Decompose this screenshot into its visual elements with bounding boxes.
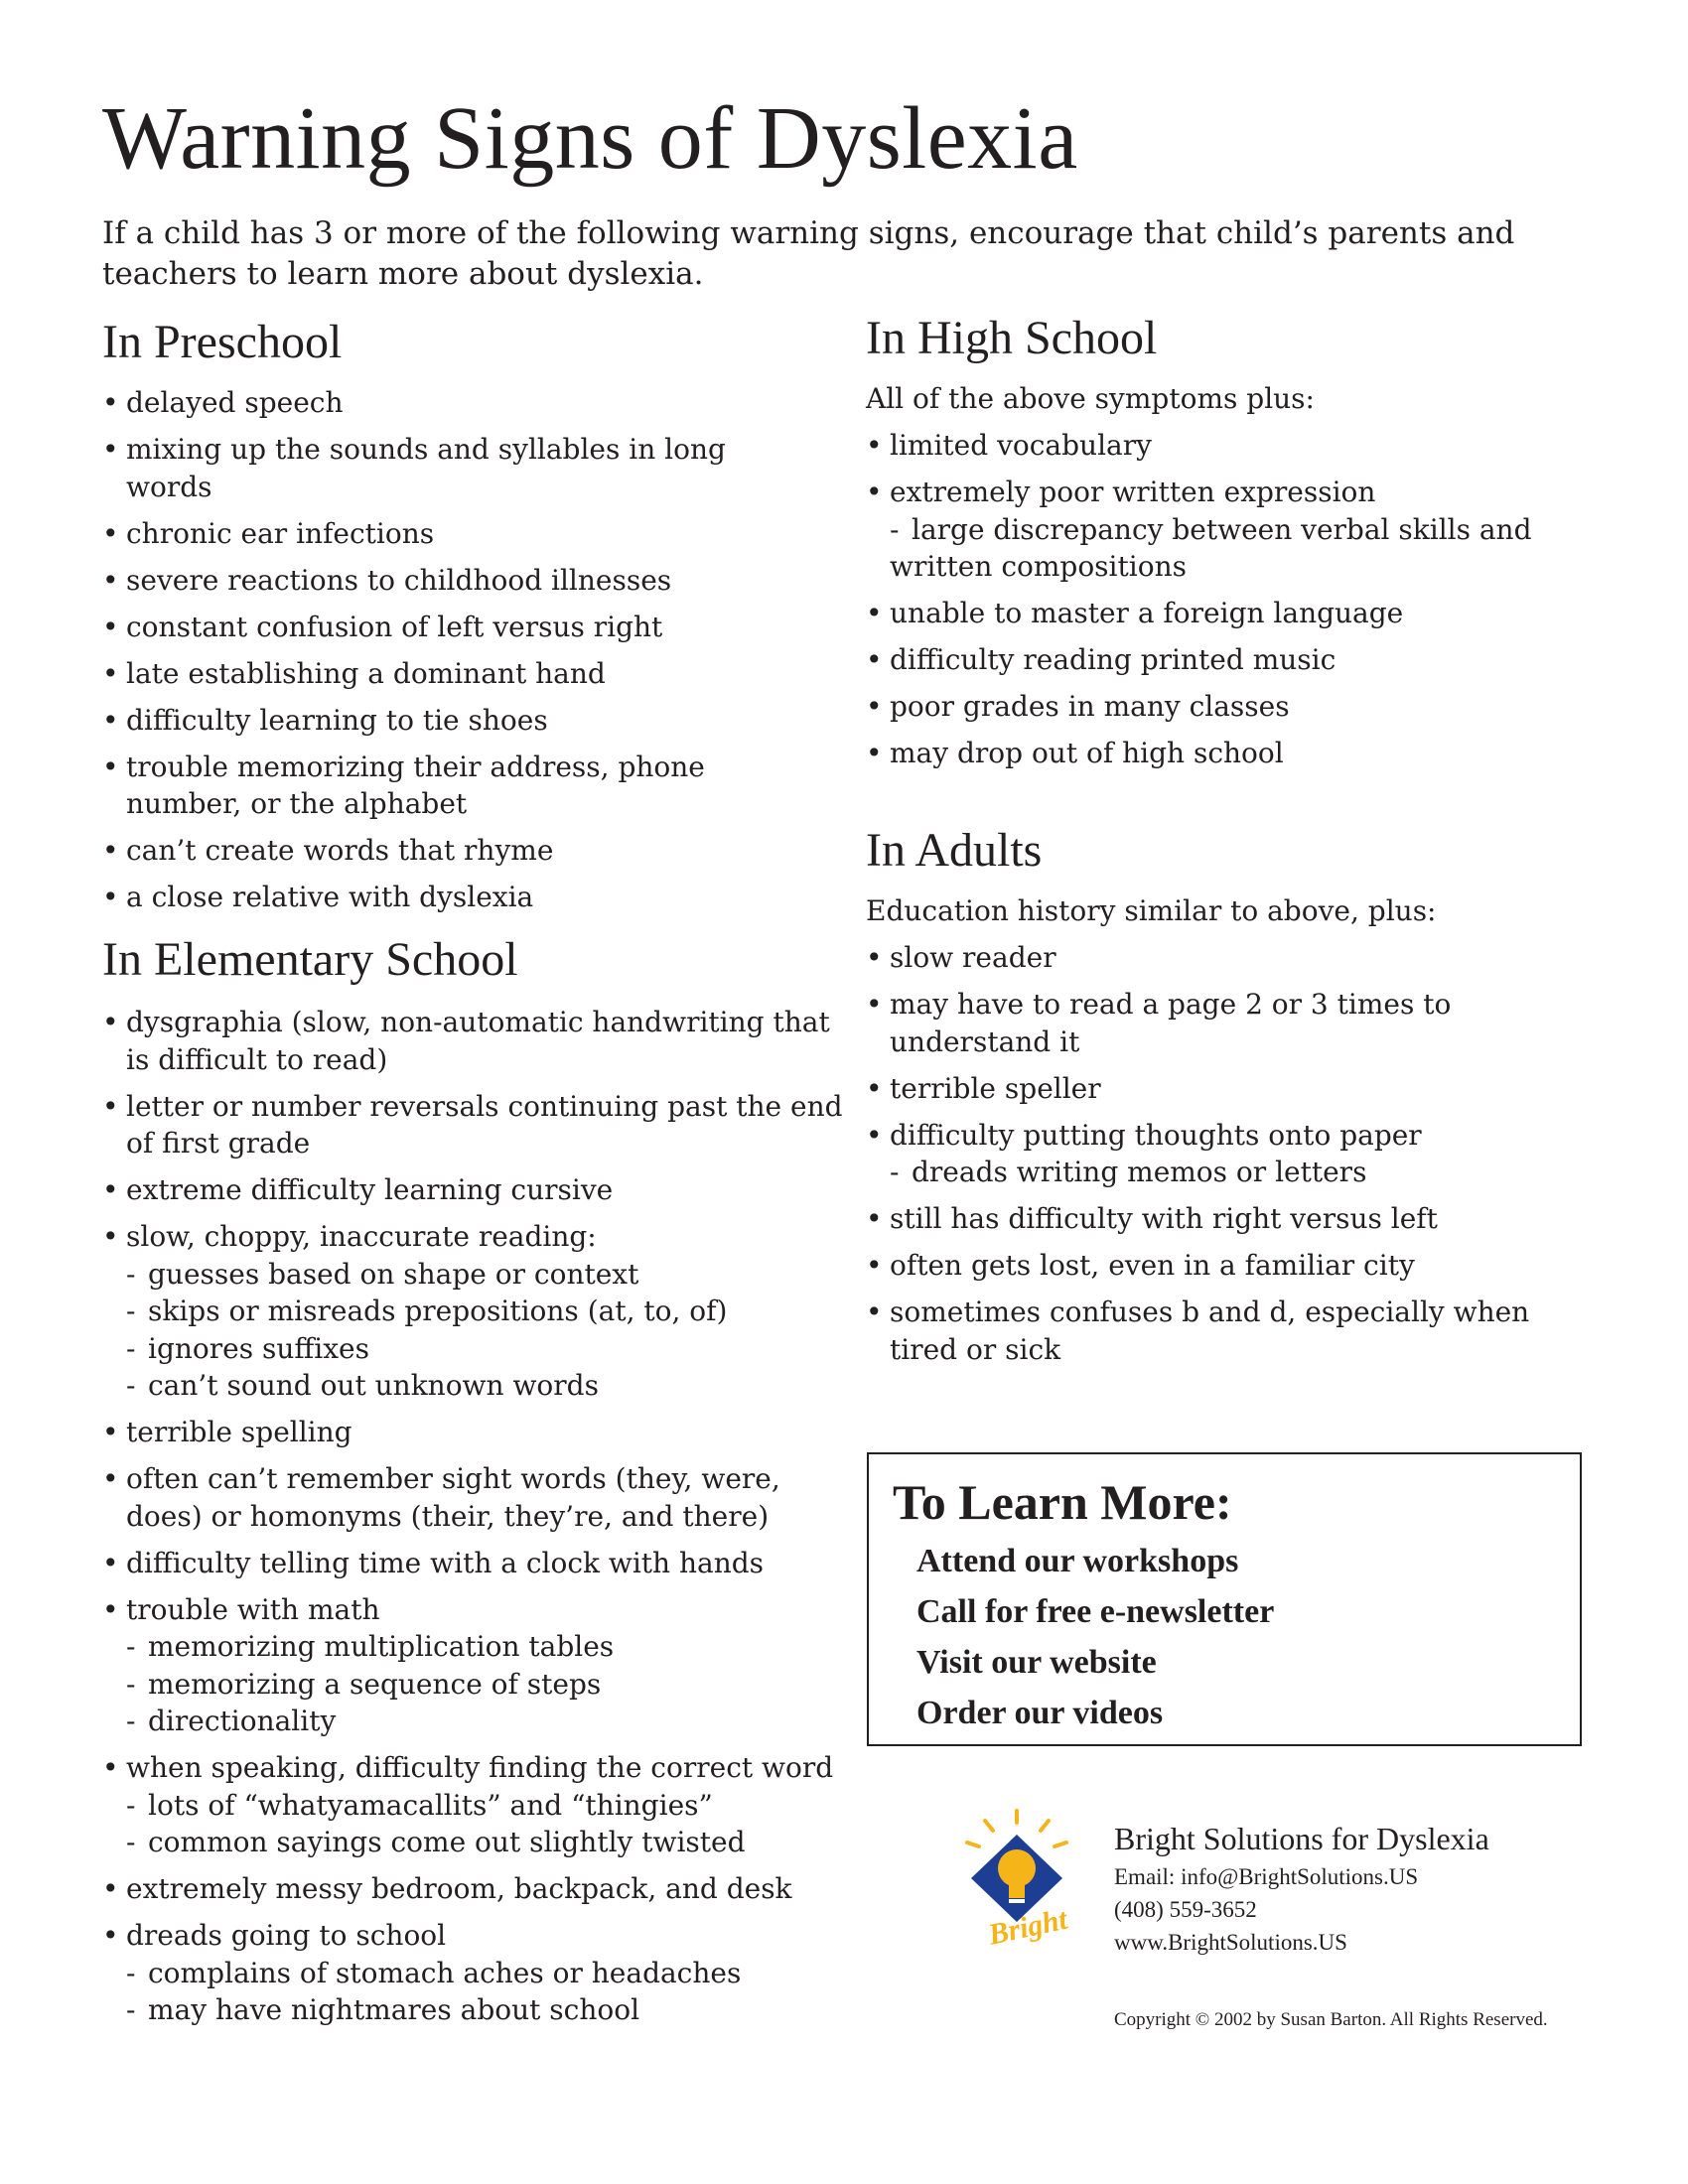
learn-more-item: Order our videos (916, 1695, 1164, 1731)
list-item-text: unable to master a foreign language (890, 597, 1404, 629)
list-item-text: late establishing a dominant hand (126, 656, 606, 690)
list-item (866, 474, 1581, 586)
sub-item-text: guesses based on shape or context (148, 1257, 639, 1291)
list-item-text: difficulty putting thoughts onto paper (890, 1118, 1422, 1152)
list-item-text: dreads going to school (126, 1919, 447, 1952)
list-item-text: delayed speech (126, 386, 344, 419)
sub-item: - can’t sound out unknown words (126, 1369, 599, 1402)
learn-more-item: Attend our workshops (916, 1543, 1239, 1579)
list-item (102, 1870, 857, 1908)
bullet-icon: • (866, 429, 883, 462)
bullet-icon: • (866, 988, 883, 1021)
learn-more-box (867, 1452, 1582, 1746)
bullet-icon: • (866, 1249, 883, 1282)
list-item (866, 688, 1581, 726)
sub-item-text: skips or misreads prepositions (at, to, of) (148, 1295, 728, 1327)
sub-item-text: memorizing a sequence of steps (148, 1667, 602, 1701)
lightbulb-diamond-logo-icon (963, 1809, 1070, 1958)
sub-item: - lots of “whatyamacallits” and “thingies” (126, 1788, 713, 1822)
bullet-icon: • (102, 1751, 119, 1784)
list-item-text: may have to read a page 2 or 3 times to understand it (890, 988, 1452, 1058)
list-item (866, 595, 1581, 632)
bullet-icon: • (866, 690, 883, 723)
intro-text: If a child has 3 or more of the following warning signs, encourage that child’s parents and teachers to learn more about dyslexia. (102, 215, 1515, 292)
list-item (102, 1171, 857, 1209)
bullet-icon: • (102, 1006, 119, 1038)
bullet-icon: • (102, 656, 119, 690)
sub-item-text: ignores suffixes (148, 1331, 369, 1365)
learn-more-item: Call for free e-newsletter (916, 1593, 1275, 1630)
list-item-text: a close relative with dyslexia (126, 881, 534, 913)
list-item-text: trouble with math (126, 1592, 380, 1626)
list-item-text: trouble memorizing their address, phone number, or the alphabet (126, 750, 705, 820)
bullet-icon: • (866, 643, 883, 676)
org-phone: (408) 559-3652 (1114, 1897, 1257, 1922)
highschool-list (866, 427, 1581, 781)
list-item-text: terrible spelling (126, 1416, 352, 1448)
org-email[interactable]: Email: info@BrightSolutions.US (1114, 1864, 1419, 1889)
list-item-text: still has difficulty with right versus left (890, 1202, 1438, 1235)
list-item (866, 735, 1581, 772)
sub-item-text: lots of “whatyamacallits” and “thingies” (148, 1788, 713, 1822)
list-item (866, 1247, 1581, 1285)
bullet-icon: • (866, 941, 883, 974)
sub-item-text: large discrepancy between verbal skills and written compositions (890, 512, 1532, 583)
list-item-text: difficulty telling time with a clock with hands (126, 1546, 765, 1579)
elementary-list (102, 1004, 857, 2038)
bullet-icon: • (102, 1416, 119, 1448)
bullet-icon: • (102, 1592, 119, 1626)
sub-item: - complains of stomach aches or headaches (126, 1956, 742, 1989)
bullet-icon: • (102, 516, 119, 550)
list-item-text: when speaking, difficulty finding the correct word (126, 1751, 834, 1784)
org-website[interactable]: www.BrightSolutions.US (1114, 1930, 1347, 1955)
list-item-text: extreme difficulty learning cursive (126, 1173, 614, 1206)
list-item-text: extremely messy bedroom, backpack, and desk (126, 1872, 792, 1905)
sub-item: - skips or misreads prepositions (at, to, of) (126, 1295, 728, 1327)
list-item (866, 1117, 1581, 1191)
sub-item-text: complains of stomach aches or headaches (148, 1956, 742, 1989)
adults-heading: In Adults (866, 824, 1043, 877)
bullet-icon: • (102, 1546, 119, 1579)
list-item (102, 1545, 857, 1582)
list-item-text: dysgraphia (slow, non-automatic handwriting that is difficult to read) (126, 1006, 830, 1076)
bullet-icon: • (866, 476, 883, 508)
list-item-text: extremely poor written expression (890, 476, 1376, 508)
list-item-text: often can’t remember sight words (they, were, does) or homonyms (their, they’re, and there) (126, 1462, 780, 1533)
learn-more-title: To Learn More: (893, 1474, 1232, 1530)
sub-item: - memorizing multiplication tables (126, 1630, 615, 1663)
learn-more-list (916, 1536, 1274, 1738)
logo-text: Bright (985, 1902, 1070, 1952)
list-item-text: difficulty reading printed music (890, 643, 1336, 676)
sub-item: - ignores suffixes (126, 1331, 369, 1365)
list-item-text: may drop out of high school (890, 737, 1284, 769)
bullet-icon: • (102, 433, 119, 466)
sub-item: - memorizing a sequence of steps (126, 1667, 602, 1701)
sub-item: - large discrepancy between verbal skills and written compositions (890, 512, 1532, 583)
bullet-icon: • (866, 1071, 883, 1105)
list-item-text: often gets lost, even in a familiar city (890, 1249, 1415, 1282)
adults-list (866, 939, 1581, 1378)
list-item (102, 609, 817, 646)
bullet-icon: • (102, 1919, 119, 1952)
sub-item: - directionality (126, 1705, 337, 1737)
list-item-text: constant confusion of left versus right (126, 610, 663, 643)
list-item (102, 1460, 857, 1535)
list-item (866, 427, 1581, 465)
list-item-text: letter or number reversals continuing past the end of first grade (126, 1089, 843, 1160)
bullet-icon: • (102, 881, 119, 913)
list-item (102, 515, 817, 553)
sub-item: - guesses based on shape or context (126, 1257, 639, 1291)
list-item (102, 879, 817, 916)
sub-item-text: dreads writing memos or letters (912, 1156, 1367, 1188)
preschool-heading: In Preschool (102, 316, 343, 368)
sub-item-text: can’t sound out unknown words (148, 1369, 599, 1402)
list-item (866, 1200, 1581, 1238)
bullet-icon: • (866, 1118, 883, 1152)
bullet-icon: • (102, 703, 119, 737)
page-title: Warning Signs of Dyslexia (102, 89, 1078, 188)
list-item-text: difficulty learning to tie shoes (126, 703, 548, 737)
sub-item-text: directionality (148, 1705, 337, 1737)
preschool-list (102, 384, 817, 925)
list-item-text: slow, choppy, inaccurate reading: (126, 1220, 597, 1253)
list-item (866, 986, 1581, 1060)
list-item (102, 702, 817, 740)
sub-item-text: common sayings come out slightly twisted (148, 1826, 746, 1858)
list-item (102, 1004, 857, 1078)
sub-item-text: memorizing multiplication tables (148, 1630, 615, 1663)
list-item (102, 431, 817, 505)
bullet-icon: • (102, 1089, 119, 1123)
bullet-icon: • (102, 610, 119, 643)
list-item-text: sometimes confuses b and d, especially when tired or sick (890, 1296, 1530, 1366)
list-item-text: slow reader (890, 941, 1056, 974)
list-item (102, 1749, 857, 1861)
bullet-icon: • (866, 737, 883, 769)
sub-item: - dreads writing memos or letters (890, 1156, 1367, 1188)
learn-more-item: Visit our website (916, 1644, 1157, 1681)
list-item (866, 1070, 1581, 1108)
list-item-text: poor grades in many classes (890, 690, 1290, 723)
bullet-icon: • (102, 563, 119, 597)
list-item-text: terrible speller (890, 1071, 1101, 1105)
list-item-text: can’t create words that rhyme (126, 834, 554, 867)
list-item-text: severe reactions to childhood illnesses (126, 563, 672, 597)
bullet-icon: • (102, 1462, 119, 1495)
list-item (102, 384, 817, 422)
list-item (866, 641, 1581, 679)
highschool-heading: In High School (866, 312, 1158, 364)
list-item (102, 1591, 857, 1740)
list-item (102, 1218, 857, 1405)
bullet-icon: • (866, 597, 883, 629)
list-item (102, 562, 817, 600)
adults-intro: Education history similar to above, plus: (866, 894, 1437, 927)
bullet-icon: • (866, 1296, 883, 1328)
sub-item: - common sayings come out slightly twisted (126, 1826, 746, 1858)
elementary-heading: In Elementary School (102, 933, 518, 986)
list-item (102, 832, 817, 870)
bullet-icon: • (102, 834, 119, 867)
bullet-icon: • (102, 1220, 119, 1253)
list-item (102, 1917, 857, 2029)
list-item (102, 1414, 857, 1451)
sub-item: - may have nightmares about school (126, 1993, 640, 2026)
org-name: Bright Solutions for Dyslexia (1114, 1821, 1489, 1856)
list-item (102, 749, 817, 823)
list-item-text: mixing up the sounds and syllables in long words (126, 433, 726, 503)
copyright-text: Copyright © 2002 by Susan Barton. All Rights Reserved. (1114, 2009, 1548, 2030)
bullet-icon: • (102, 1872, 119, 1905)
bullet-icon: • (866, 1202, 883, 1235)
bullet-icon: • (102, 750, 119, 783)
list-item-text: chronic ear infections (126, 516, 435, 550)
list-item (102, 655, 817, 693)
list-item-text: limited vocabulary (890, 429, 1152, 462)
list-item (102, 1088, 857, 1162)
bullet-icon: • (102, 1173, 119, 1206)
highschool-intro: All of the above symptoms plus: (866, 382, 1315, 415)
list-item (866, 939, 1581, 977)
sub-item-text: may have nightmares about school (148, 1993, 640, 2026)
bullet-icon: • (102, 386, 119, 419)
list-item (866, 1294, 1581, 1368)
